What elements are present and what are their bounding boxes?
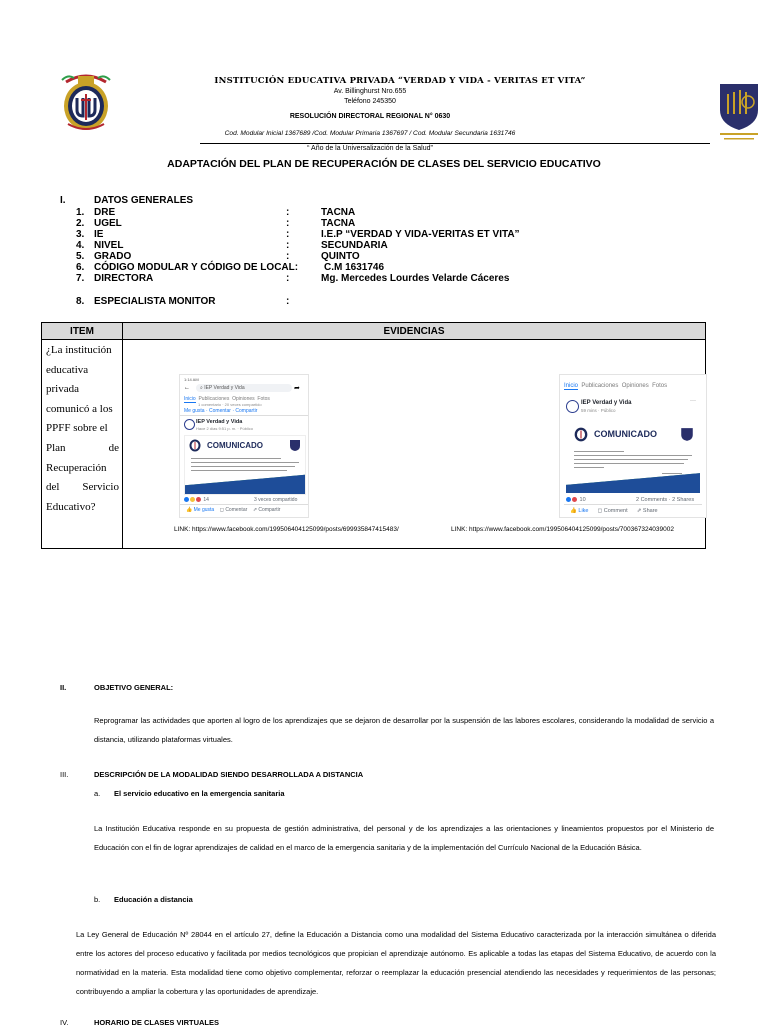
- tab-inicio[interactable]: Inicio: [184, 396, 196, 402]
- evidence-cell: [123, 340, 706, 549]
- item-num: 2.: [76, 218, 85, 229]
- item-num: 5.: [76, 251, 85, 262]
- address: Av. Billinghurst Nro.655: [333, 88, 407, 95]
- post-image-comunicado[interactable]: [184, 435, 306, 495]
- item-num: 1.: [76, 207, 85, 218]
- facebook-screenshot-mobile: [179, 374, 309, 518]
- divider: [564, 504, 702, 505]
- year-motto: “ Año de la Universalización de la Salud”: [307, 145, 433, 152]
- reactions: [184, 497, 209, 503]
- text-line: [574, 459, 688, 460]
- header-divider: [200, 143, 710, 144]
- share-label: Share: [642, 508, 658, 514]
- text-line: [574, 467, 604, 468]
- page-tabs: [564, 383, 667, 389]
- tab-opiniones[interactable]: Opiniones: [621, 383, 649, 389]
- like-label: Me gusta: [193, 507, 215, 513]
- item-colon: :: [286, 240, 290, 251]
- action-bar: [186, 507, 280, 513]
- section-paragraph: La Ley General de Educación Nº 28044 en el artículo 27, define la Educación a Distancia como una modalidad del Sistema Educativo caracterizada por la interacción simultánea o diferida entre los actores del proceso educativo y facilitada por medios tecnológicos que propician el aprendizaje autónomo. Es aplicable a todas las etapas del Sistema Educativo, de acuerdo con la normatividad en la materia. Esta modalidad tiene como objetivo complementar, reforzar o reemplazar la educación presencial atendiendo las necesidades y requerimientos de las personas; contribuyendo a ampliar la cobertura y las oportunidades de aprendizaje.: [76, 930, 716, 996]
- action-bar: [570, 508, 658, 514]
- section-heading: DESCRIPCIÓN DE LA MODALIDAD SIENDO DESARROLLADA A DISTANCIA: [94, 770, 364, 779]
- text-line: [191, 458, 281, 459]
- share-button[interactable]: [637, 508, 658, 514]
- item-label: IE: [94, 229, 104, 240]
- post-meta: 59 mins · Público: [581, 408, 616, 413]
- question-line: Educativo?: [46, 500, 96, 513]
- item-colon: :: [286, 229, 290, 240]
- item-colon: :: [286, 296, 290, 307]
- section-heading: HORARIO DE CLASES VIRTUALES: [94, 1018, 220, 1027]
- item-value: I.E.P “VERDAD Y VIDA-VERITAS ET VITA”: [321, 229, 520, 240]
- item-label: GRADO: [94, 251, 132, 262]
- item-label: UGEL: [94, 218, 122, 229]
- section-numeral: I.: [60, 195, 66, 206]
- tab-publicaciones[interactable]: Publicaciones: [198, 396, 230, 402]
- item-colon: :: [286, 273, 290, 284]
- institution-name: INSTITUCIÓN EDUCATIVA PRIVADA “VERDAD Y VIDA - VERITAS ET VITA”: [214, 76, 586, 86]
- item-value: C.M 1631746: [324, 262, 385, 273]
- section-heading: DATOS GENERALES: [94, 195, 194, 206]
- text-line: [191, 462, 299, 463]
- share-label: Compartir: [258, 507, 281, 513]
- banner-title: COMUNICADO: [207, 441, 263, 450]
- text-line: [662, 473, 682, 474]
- subsection-letter: b.: [94, 895, 101, 904]
- item-num: 8.: [76, 296, 85, 307]
- school-crest-logo: [574, 427, 588, 442]
- item-value: TACNA: [321, 218, 356, 229]
- school-crest-logo: [58, 68, 114, 134]
- post-image-comunicado[interactable]: [566, 419, 700, 493]
- question-line: educativa: [46, 363, 89, 376]
- like-button[interactable]: [570, 508, 588, 514]
- item-colon: :: [286, 251, 290, 262]
- subsection-letter: a.: [94, 789, 101, 798]
- school-crest-logo-right: [680, 427, 694, 442]
- tab-opiniones[interactable]: Opiniones: [232, 396, 255, 402]
- haha-icon: [190, 497, 195, 502]
- modular-codes: Cod. Modular Inicial 1367689 /Cod. Modular Primaria 1367697 / Cod. Modular Secundaria 1631746: [224, 130, 516, 137]
- item-value: SECUNDARIA: [321, 240, 388, 251]
- like-icon: [184, 497, 189, 502]
- like-button[interactable]: Me gusta · Comentar · Compartir: [184, 408, 258, 414]
- text-line: [574, 451, 624, 452]
- divider: [180, 415, 308, 416]
- share-button[interactable]: [253, 507, 281, 513]
- post-meta: Hace 2 días 9:51 p. m. · Público: [196, 426, 253, 431]
- evidence-table: [41, 322, 706, 549]
- subsection-heading: El servicio educativo en la emergencia sanitaria: [114, 789, 285, 798]
- item-num: 4.: [76, 240, 85, 251]
- evidence-link-2[interactable]: LINK: https://www.facebook.com/199506404125099/posts/700367324039002: [451, 526, 674, 533]
- more-icon[interactable]: ···: [690, 398, 696, 404]
- table-header-row: [42, 323, 706, 340]
- page-name[interactable]: IEP Verdad y Vida: [581, 400, 632, 406]
- section-numeral: IV.: [60, 1018, 69, 1027]
- search-value: IEP Verdad y Vida: [204, 385, 245, 391]
- table-row: [42, 340, 706, 549]
- question-line: comunicó a los: [46, 402, 113, 415]
- question-line: Plan de: [46, 441, 119, 454]
- item-num: 6.: [76, 262, 85, 273]
- item-num: 3.: [76, 229, 85, 240]
- section-numeral: III.: [60, 770, 69, 779]
- item-value: QUINTO: [321, 251, 360, 262]
- divider: [180, 504, 308, 505]
- text-line: [191, 466, 295, 467]
- text-line: [574, 455, 692, 456]
- item-value: TACNA: [321, 207, 356, 218]
- reaction-count: 14: [203, 497, 209, 503]
- comment-share-count: 2 Comments · 2 Shares: [636, 497, 695, 503]
- question-line: PPFF sobre el: [46, 422, 108, 435]
- love-icon: [572, 497, 577, 502]
- share-icon: ⇗: [636, 508, 642, 514]
- document-title: ADAPTACIÓN DEL PLAN DE RECUPERACIÓN DE CLASES DEL SERVICIO EDUCATIVO: [167, 158, 601, 170]
- item-label: CÓDIGO MODULAR Y CÓDIGO DE LOCAL:: [94, 262, 299, 273]
- like-button[interactable]: [186, 507, 214, 513]
- tab-fotos[interactable]: Fotos: [257, 396, 270, 402]
- banner-wave-blue: [184, 474, 306, 495]
- header-item: ITEM: [42, 323, 123, 340]
- comment-label: Comentar: [225, 507, 248, 513]
- share-icon[interactable]: ➦: [294, 385, 300, 392]
- tab-inicio[interactable]: Inicio: [564, 383, 579, 389]
- like-label: Like: [578, 508, 589, 514]
- page-name[interactable]: IEP Verdad y Vida: [196, 419, 243, 425]
- question-line: Recuperación: [46, 461, 107, 474]
- tab-fotos[interactable]: Fotos: [652, 383, 668, 389]
- item-label: DRE: [94, 207, 116, 218]
- phone: Teléfono 245350: [344, 98, 396, 105]
- page-avatar[interactable]: [184, 419, 195, 430]
- item-label: DIRECTORA: [94, 273, 154, 284]
- question-text: [42, 340, 122, 517]
- comment-icon: ◻: [219, 507, 224, 513]
- love-icon: [196, 497, 201, 502]
- share-icon: ⇗: [252, 507, 258, 513]
- top-action-bar: [184, 408, 257, 414]
- status-time: 1:14 AM: [184, 377, 199, 382]
- comment-icon: ◻: [597, 508, 603, 514]
- comment-button[interactable]: [598, 508, 628, 514]
- text-line: [574, 463, 684, 464]
- question-line: privada: [46, 383, 79, 396]
- facebook-screenshot-desktop: [559, 374, 707, 518]
- question-line: del Servicio: [46, 481, 119, 494]
- school-crest-logo-right: [289, 439, 301, 452]
- tab-publicaciones[interactable]: Publicaciones: [581, 383, 619, 389]
- like-icon: 👍: [570, 508, 577, 514]
- question-line: ¿La institución: [46, 344, 112, 356]
- item-value: Mg. Mercedes Lourdes Velarde Cáceres: [321, 273, 510, 284]
- search-icon: ⌕: [200, 385, 203, 391]
- item-num: 7.: [76, 273, 85, 284]
- question-cell: [42, 340, 123, 549]
- search-input[interactable]: [196, 384, 292, 392]
- banner-title: COMUNICADO: [594, 429, 657, 439]
- section-paragraph: Reprogramar las actividades que aporten al logro de los aprendizajes que se dejaron de desarrollar por la suspensión de las labores escolares, considerando la modalidad de servicio a distancia, utilizando plataformas virtuales.: [94, 716, 714, 744]
- item-colon: :: [286, 218, 290, 229]
- resolution: RESOLUCIÓN DIRECTORAL REGIONAL N° 0630: [289, 113, 451, 120]
- text-line: [191, 470, 287, 471]
- item-label: ESPECIALISTA MONITOR: [94, 296, 216, 307]
- school-crest-logo: [189, 439, 201, 452]
- banner-wave-blue: [566, 472, 700, 493]
- school-crest-logo-right: [716, 80, 762, 142]
- section-paragraph: La Institución Educativa responde en su propuesta de gestión administrativa, del personal y de los aprendizajes a las orientaciones y lineamientos propuestos por el Ministerio de Educación con el fin de lograr aprendizajes de calidad en el marco de la emergencia sanitaria y de la implementación del Currículo Nacional de la Educación Básica.: [94, 824, 714, 852]
- item-colon: :: [286, 207, 290, 218]
- reaction-count: 10: [579, 497, 586, 503]
- like-icon: 👍: [186, 507, 193, 513]
- section-numeral: II.: [60, 683, 67, 692]
- comment-button[interactable]: [220, 507, 248, 513]
- item-label: NIVEL: [94, 240, 124, 251]
- like-icon: [566, 497, 571, 502]
- section-heading: OBJETIVO GENERAL:: [94, 683, 174, 692]
- page-avatar[interactable]: [566, 400, 579, 413]
- reactions: [566, 497, 586, 503]
- top-caption: 1 comentario · 20 veces compartido: [198, 402, 262, 407]
- comment-label: Comment: [603, 508, 628, 514]
- header-evidencias: EVIDENCIAS: [123, 323, 706, 340]
- back-arrow-icon[interactable]: ←: [184, 385, 190, 391]
- evidence-link-1[interactable]: LINK: https://www.facebook.com/199506404125099/posts/699935847415483/: [174, 526, 399, 533]
- share-count: 3 veces compartido: [254, 497, 298, 503]
- subsection-heading: Educación a distancia: [114, 895, 193, 904]
